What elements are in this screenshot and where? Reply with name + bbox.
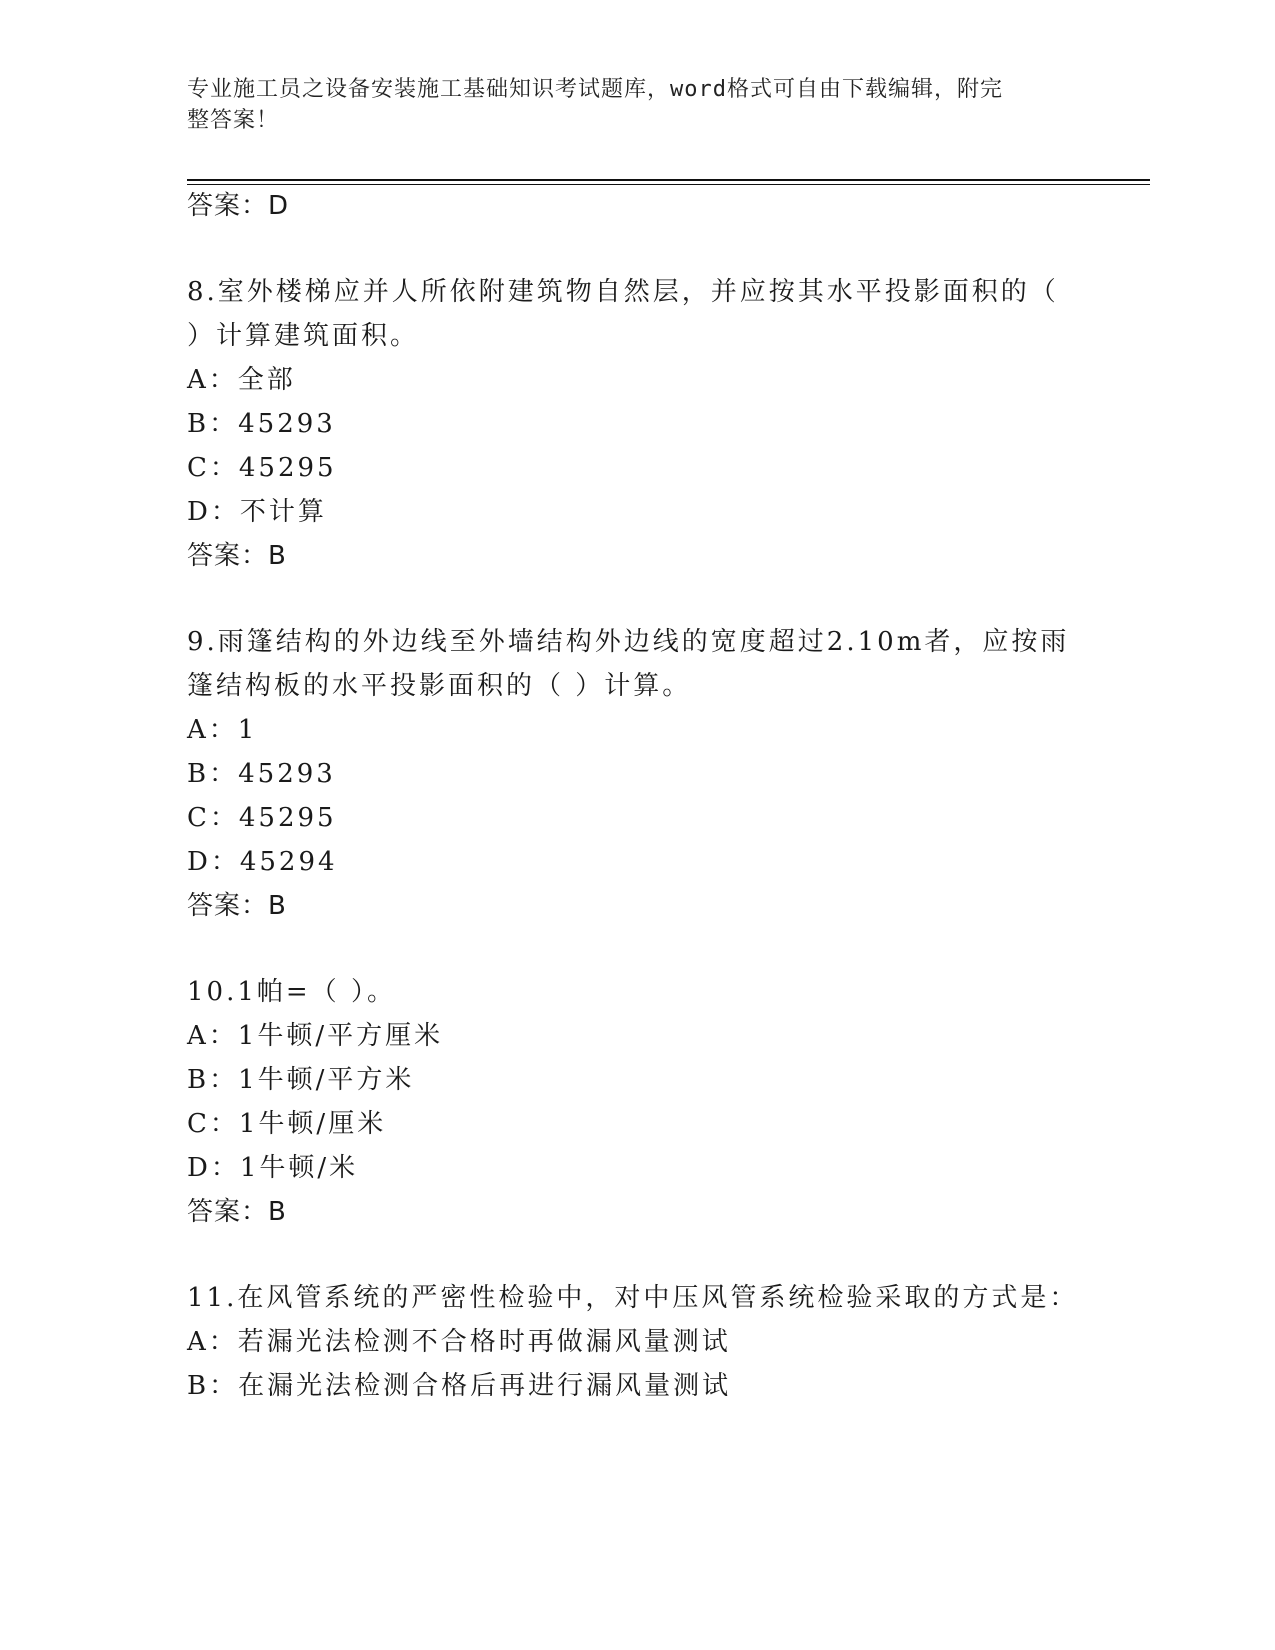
header-divider-thin bbox=[187, 184, 1150, 185]
q9-option-d: D：45294 bbox=[187, 847, 338, 877]
q11-option-a: A：若漏光法检测不合格时再做漏风量测试 bbox=[187, 1327, 731, 1357]
previous-answer: 答案：D bbox=[187, 191, 290, 221]
q9-answer: 答案：B bbox=[187, 891, 287, 921]
header-line-1: 专业施工员之设备安装施工基础知识考试题库，word格式可自由下载编辑，附完 bbox=[187, 77, 1003, 102]
header-line-2: 整答案！ bbox=[187, 108, 280, 133]
q9-option-a: A：1 bbox=[187, 715, 258, 745]
q10-answer: 答案：B bbox=[187, 1197, 287, 1227]
q8-option-a: A：全部 bbox=[187, 365, 296, 395]
q8-stem-line-2: ）计算建筑面积。 bbox=[187, 321, 420, 351]
q8-answer: 答案：B bbox=[187, 541, 287, 571]
q8-option-b: B：45293 bbox=[187, 409, 336, 439]
q9-option-c: C：45295 bbox=[187, 803, 337, 833]
q9-stem-line-1: 9.雨篷结构的外边线至外墙结构外边线的宽度超过2.10m者，应按雨 bbox=[187, 627, 1070, 657]
q11-stem: 11.在风管系统的严密性检验中，对中压风管系统检验采取的方式是： bbox=[187, 1283, 1079, 1313]
q9-stem-line-2: 篷结构板的水平投影面积的（ ）计算。 bbox=[187, 671, 692, 701]
q10-option-d: D：1牛顿/米 bbox=[187, 1153, 359, 1183]
page-header bbox=[187, 74, 1067, 136]
header-divider-thick bbox=[187, 179, 1150, 181]
q8-option-d: D：不计算 bbox=[187, 497, 327, 527]
q8-option-c: C：45295 bbox=[187, 453, 337, 483]
q10-option-a: A：1牛顿/平方厘米 bbox=[187, 1021, 444, 1051]
q10-option-c: C：1牛顿/厘米 bbox=[187, 1109, 387, 1139]
q9-option-b: B：45293 bbox=[187, 759, 336, 789]
q10-stem: 10.1帕=（ ）。 bbox=[187, 977, 396, 1007]
q11-option-b: B：在漏光法检测合格后再进行漏风量测试 bbox=[187, 1371, 732, 1401]
q8-stem-line-1: 8.室外楼梯应并人所依附建筑物自然层，并应按其水平投影面积的（ bbox=[187, 277, 1059, 307]
q10-option-b: B：1牛顿/平方米 bbox=[187, 1065, 415, 1095]
